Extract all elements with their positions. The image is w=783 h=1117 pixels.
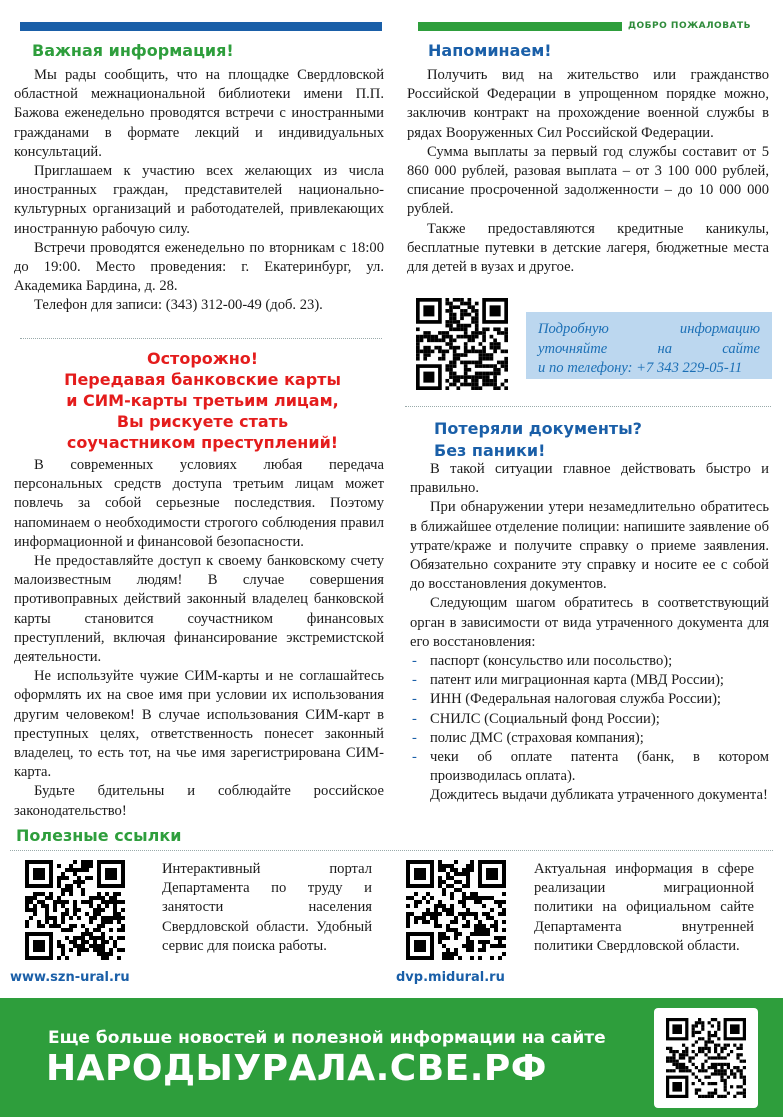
note-line: Подробную информацию	[538, 321, 760, 337]
paragraph: При обнаружении утери незамедлительно обратитесь в ближайшее отделение полиции: напишите заявление об утрате/краже и получите справку о приеме заявления. Обязательно сохраните эту справку и носите ее с собой до восстановления документов.	[410, 499, 769, 593]
note-line: и по телефону: +7 343 229-05-11	[538, 360, 743, 376]
info-note	[526, 312, 772, 379]
top-bar-blue	[20, 22, 382, 31]
footer-site[interactable]: НАРОДЫУРАЛА.СВЕ.РФ	[46, 1048, 547, 1089]
welcome-tag: ДОБРО ПОЖАЛОВАТЬ	[628, 21, 752, 31]
paragraph: Будьте бдительны и соблюдайте российское законодательство!	[14, 783, 384, 819]
paragraph: Телефон для записи: (343) 312-00-49 (доб. 23).	[34, 297, 323, 314]
important-text	[14, 66, 384, 316]
paragraph: Не используйте чужие СИМ-карты и не соглашайтесь оформлять их на свое имя при условии их использования другим человеком! В случае использования СИМ-карт в преступных целях, ответственность понесет законный владелец, то есть тот, на чье имя зарегистрирована СИМ-карта.	[14, 668, 384, 781]
qr-code-dvp[interactable]	[406, 860, 506, 960]
paragraph: Сумма выплаты за первый год службы составит от 5 860 000 рублей, разовая выплата – от 3 100 000 рублей, списание просроченной задолженности – до 10 000 000 рублей.	[407, 143, 769, 218]
paragraph: Следующим шагом обратитесь в соответствующий орган в зависимости от вида утраченного документа для его восстановления:	[410, 595, 769, 650]
warning-line: соучастником преступлений!	[66, 433, 339, 452]
paragraph: В такой ситуации главное действовать быстро и правильно.	[410, 461, 769, 497]
link-szn-description: Интерактивный портал Департамента по труду и занятости населения Свердловской области. Удобный сервис для поиска работы.	[162, 861, 372, 954]
qr-code-footer[interactable]	[654, 1008, 758, 1108]
footer-tagline: Еще больше новостей и полезной информации на сайте	[48, 1028, 606, 1048]
paragraph: Не предоставляйте доступ к своему банковскому счету малоизвестным людям! В случае совершения противоправных действий законный владелец банковской карты становится соучастником финансовых преступлений, включая финансирование экстремистской деятельности.	[14, 553, 384, 666]
important-title: Важная информация!	[32, 41, 234, 60]
list-item: - полис ДМС (страховая компания);	[410, 729, 769, 748]
warning-title	[20, 348, 385, 453]
link-dvp-description: Актуальная информация в сфере реализации миграционной политики на официальном сайте Департамента внутренней политики Свердловской области.	[534, 861, 754, 954]
paragraph: Мы рады сообщить, что на площадке Свердловской областной межнациональной библиотеки имени П.П. Бажова еженедельно проводятся встречи с иностранными гражданами в формате лекций и индивидуальных консультаций.	[14, 67, 384, 160]
lost-docs-title	[434, 418, 642, 462]
warning-line: Осторожно!	[146, 349, 259, 368]
list-item: - СНИЛС (Социальный фонд России);	[410, 710, 769, 729]
list-item: - паспорт (консульство или посольство);	[410, 652, 769, 671]
warning-line: Передавая банковские карты	[64, 370, 341, 389]
link-szn-url[interactable]: www.szn-ural.ru	[10, 970, 130, 985]
list-item: - чеки об оплате патента (банк, в котором производилась оплата).	[410, 748, 769, 786]
reminder-title: Напоминаем!	[428, 41, 552, 60]
divider	[405, 406, 771, 407]
footer-banner	[0, 998, 783, 1117]
list-item: - патент или миграционная карта (МВД России);	[410, 671, 769, 690]
paragraph: Приглашаем к участию всех желающих из числа иностранных граждан, представителей национально-культурных организаций и работодателей, привлекающих иностранную рабочую силу.	[14, 163, 384, 237]
note-line: уточняйте на сайте	[538, 340, 760, 357]
qr-code-szn[interactable]	[25, 860, 125, 960]
links-title: Полезные ссылки	[16, 826, 182, 845]
paragraph: В современных условиях любая передача персональных средств доступа третьим лицам может повлечь за собой серьезные последствия. Поэтому напоминаем о необходимости строгого соблюдения правил информационной и финансовой безопасности.	[14, 457, 384, 550]
reminder-text	[407, 66, 769, 277]
list-item: - ИНН (Федеральная налоговая служба России);	[410, 690, 769, 709]
warning-line: Вы рискуете стать	[116, 412, 289, 431]
lost-docs-text	[410, 460, 769, 806]
title-line: Потеряли документы?	[434, 419, 642, 438]
top-bar-green	[418, 22, 622, 31]
document-list	[410, 652, 769, 786]
divider	[20, 338, 382, 339]
paragraph: Встречи проводятся еженедельно по вторникам с 18:00 до 19:00. Место проведения: г. Екатеринбург, ул. Академика Бардина, д. 28.	[14, 239, 384, 295]
warning-text	[14, 456, 384, 821]
title-line: Без паники!	[434, 441, 546, 460]
link-dvp-url[interactable]: dvp.midural.ru	[396, 970, 505, 985]
paragraph: Также предоставляются кредитные каникулы, бесплатные путевки в детские лагеря, бюджетные места для детей в вузах и другое.	[407, 220, 769, 276]
divider	[10, 850, 773, 851]
warning-line: и СИМ-карты третьим лицам,	[66, 391, 339, 410]
qr-code-reminder	[416, 298, 508, 390]
paragraph: Получить вид на жительство или гражданство Российской Федерации в упрощенном порядке можно, заключив контракт на прохождение военной службы в рядах Вооруженных Сил Российской Федерации.	[407, 67, 769, 141]
paragraph: Дождитесь выдачи дубликата утраченного документа!	[430, 787, 768, 804]
